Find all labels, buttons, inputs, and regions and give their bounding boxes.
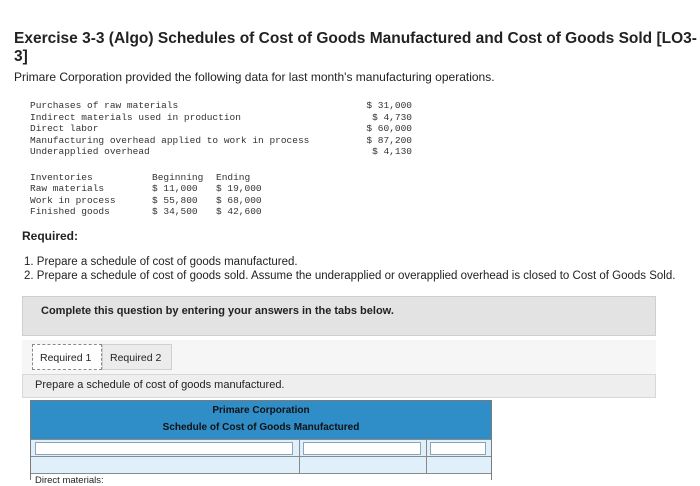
required-list bbox=[24, 255, 675, 283]
cost-amount: $ 60,000 bbox=[366, 123, 412, 135]
total-input[interactable] bbox=[430, 442, 486, 455]
tab-required-2[interactable]: Required 2 bbox=[102, 344, 172, 370]
inventory-row bbox=[30, 183, 276, 194]
complete-note: Complete this question by entering your answers in the tabs below. bbox=[41, 305, 394, 317]
inventory-row bbox=[30, 195, 276, 206]
inventory-name: Finished goods bbox=[30, 205, 110, 217]
cost-label: Indirect materials used in production bbox=[30, 111, 241, 123]
direct-materials-label: Direct materials: bbox=[35, 475, 104, 486]
cost-row bbox=[30, 146, 412, 158]
beginning-header: Beginning bbox=[152, 172, 204, 183]
inventory-ending: $ 68,000 bbox=[216, 194, 262, 206]
required-heading: Required: bbox=[22, 229, 79, 243]
inventory-beginning: $ 55,800 bbox=[152, 194, 198, 206]
required-item: 2. Prepare a schedule of cost of goods sold. Assume the underapplied or overapplied overhead is closed to Cost of Goods Sold. bbox=[24, 270, 676, 282]
page-title: Exercise 3-3 (Algo) Schedules of Cost of Goods Manufactured and Cost of Goods Sold [LO3-3] bbox=[14, 30, 697, 65]
cost-amount: $ 4,730 bbox=[372, 111, 412, 123]
schedule-header bbox=[31, 401, 491, 439]
column-divider bbox=[426, 457, 427, 473]
ending-header: Ending bbox=[216, 172, 251, 183]
instruction-text: Prepare a schedule of cost of goods manufactured. bbox=[35, 379, 285, 391]
cost-row bbox=[30, 123, 412, 135]
column-divider bbox=[426, 440, 427, 456]
cost-amount: $ 4,130 bbox=[372, 146, 412, 158]
instruction-bar bbox=[22, 374, 656, 398]
inventory-name: Work in process bbox=[30, 194, 116, 206]
tab-required-1[interactable]: Required 1 bbox=[32, 344, 102, 370]
cost-label: Direct labor bbox=[30, 123, 99, 135]
complete-question-panel bbox=[22, 296, 656, 336]
amount-input[interactable] bbox=[303, 442, 421, 455]
intro-text: Primare Corporation provided the following data for last month's manufacturing operations. bbox=[14, 70, 495, 84]
cost-label: Purchases of raw materials bbox=[30, 100, 179, 111]
column-divider bbox=[299, 440, 300, 456]
cost-row bbox=[30, 112, 412, 124]
inventory-table bbox=[30, 172, 276, 217]
schedule-subtitle: Schedule of Cost of Goods Manufactured bbox=[162, 422, 360, 433]
inventory-beginning: $ 34,500 bbox=[152, 205, 198, 217]
cost-amount: $ 87,200 bbox=[366, 134, 412, 146]
column-divider bbox=[299, 457, 300, 473]
inventory-ending: $ 19,000 bbox=[216, 183, 262, 195]
cost-amount: $ 31,000 bbox=[366, 100, 412, 111]
cost-label: Manufacturing overhead applied to work in process bbox=[30, 134, 310, 146]
schedule-company: Primare Corporation bbox=[212, 405, 310, 416]
schedule-row bbox=[31, 456, 491, 473]
inventory-ending: $ 42,600 bbox=[216, 205, 262, 217]
label-input[interactable] bbox=[35, 442, 293, 455]
inventory-name: Raw materials bbox=[30, 183, 105, 195]
inventory-header: Inventories bbox=[30, 172, 93, 183]
inventory-header-row bbox=[30, 172, 276, 183]
cost-label: Underapplied overhead bbox=[30, 146, 150, 158]
cost-row bbox=[30, 100, 412, 112]
cost-data-table bbox=[30, 100, 412, 158]
required-item: 1. Prepare a schedule of cost of goods manufactured. bbox=[24, 256, 298, 268]
schedule-row bbox=[31, 439, 491, 456]
cost-row bbox=[30, 135, 412, 147]
inventory-row bbox=[30, 206, 276, 217]
cogm-schedule bbox=[30, 400, 492, 486]
inventory-beginning: $ 11,000 bbox=[152, 183, 198, 195]
